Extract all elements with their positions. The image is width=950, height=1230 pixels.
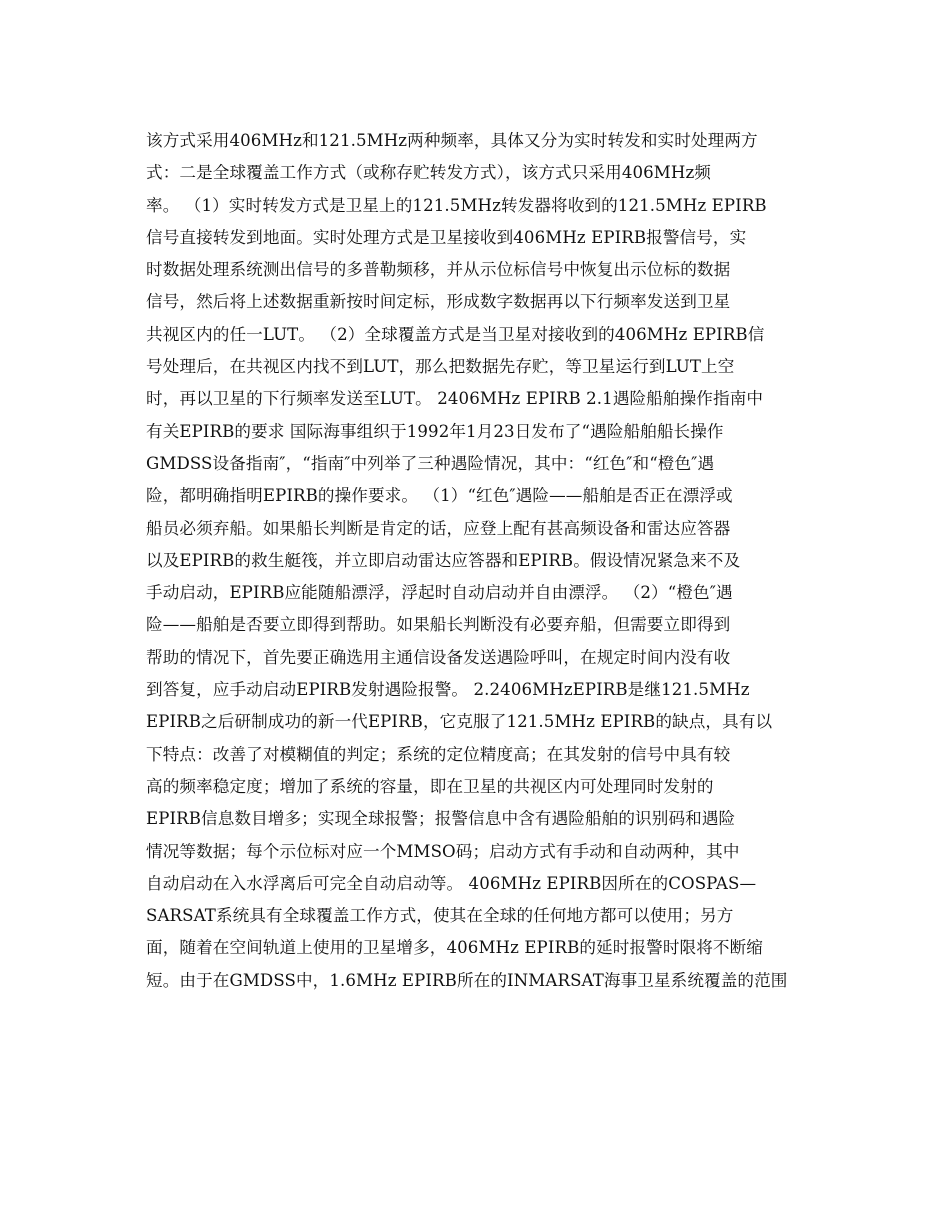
text-line: GMDSS设备指南″，“指南″中列举了三种遇险情况，其中：“红色″和“橙色″遇	[146, 453, 715, 473]
text-line: 信号直接转发到地面。实时处理方式是卫星接收到406MHz EPIRB报警信号，实	[146, 227, 747, 247]
text-line: 到答复，应手动启动EPIRB发射遇险报警。 2.2406MHzEPIRB是继121.5MHz	[146, 680, 750, 700]
text-line: 共视区内的任一LUT。 （2）全球覆盖方式是当卫星对接收到的406MHz EPIRB信	[146, 324, 765, 344]
text-line: 短。由于在GMDSS中，1.6MHz EPIRB所在的INMARSAT海事卫星系统覆盖的范围	[146, 970, 788, 990]
text-line: 号处理后，在共视区内找不到LUT，那么把数据先存贮，等卫星运行到LUT上空	[146, 357, 735, 377]
text-line: 面，随着在空间轨道上使用的卫星增多，406MHz EPIRB的延时报警时限将不断缩	[146, 938, 763, 958]
text-line: 信号，然后将上述数据重新按时间定标，形成数字数据再以下行频率发送到卫星	[146, 292, 731, 312]
text-line: 情况等数据；每个示位标对应一个MMSO码；启动方式有手动和自动两种，其中	[146, 841, 740, 861]
text-line: 船员必须弃船。如果船长判断是肯定的话，应登上配有甚高频设备和雷达应答器	[146, 518, 731, 538]
text-line: 险——船舶是否要立即得到帮助。如果船长判断没有必要弃船，但需要立即得到	[146, 615, 731, 635]
text-line: 有关EPIRB的要求 国际海事组织于1992年1月23日发布了“遇险船舶船长操作	[146, 421, 724, 441]
text-line: EPIRB之后研制成功的新一代EPIRB，它克服了121.5MHz EPIRB的缺点，具有以	[146, 712, 773, 732]
text-line: 手动启动，EPIRB应能随船漂浮，浮起时自动启动并自由漂浮。 （2）“橙色″遇	[146, 583, 733, 603]
text-line: 帮助的情况下，首先要正确选用主通信设备发送遇险呼叫，在规定时间内没有收	[146, 647, 731, 667]
text-line: 该方式采用406MHz和121.5MHz两种频率，具体又分为实时转发和实时处理两方	[146, 131, 758, 150]
text-line: 时，再以卫星的下行频率发送至LUT。 2406MHz EPIRB 2.1遇险船舶操作指南中	[146, 389, 764, 409]
text-line: 率。 （1）实时转发方式是卫星上的121.5MHz转发器将收到的121.5MHz EPIRB	[146, 195, 767, 215]
text-line: SARSAT系统具有全球覆盖工作方式，使其在全球的任何地方都可以使用；另方	[146, 906, 734, 926]
text-line: 以及EPIRB的救生艇筏，并立即启动雷达应答器和EPIRB。假设情况紧急来不及	[146, 550, 741, 570]
text-line: 自动启动在入水浮离后可完全自动启动等。 406MHz EPIRB因所在的COSPAS—	[146, 873, 757, 893]
text-line: 下特点：改善了对模糊值的判定；系统的定位精度高；在其发射的信号中具有较	[146, 744, 731, 764]
body-text	[146, 125, 826, 997]
text-line: 时数据处理系统测出信号的多普勒频移，并从示位标信号中恢复出示位标的数据	[146, 260, 731, 280]
text-line: 险，都明确指明EPIRB的操作要求。 （1）“红色″遇险——船舶是否正在漂浮或	[146, 486, 733, 506]
text-line: 高的频率稳定度；增加了系统的容量，即在卫星的共视区内可处理同时发射的	[146, 776, 714, 796]
text-line: 式：二是全球覆盖工作方式（或称存贮转发方式），该方式只采用406MHz频	[146, 163, 711, 183]
text-line: EPIRB信息数目增多；实现全球报警；报警信息中含有遇险船舶的识别码和遇险	[146, 809, 736, 829]
